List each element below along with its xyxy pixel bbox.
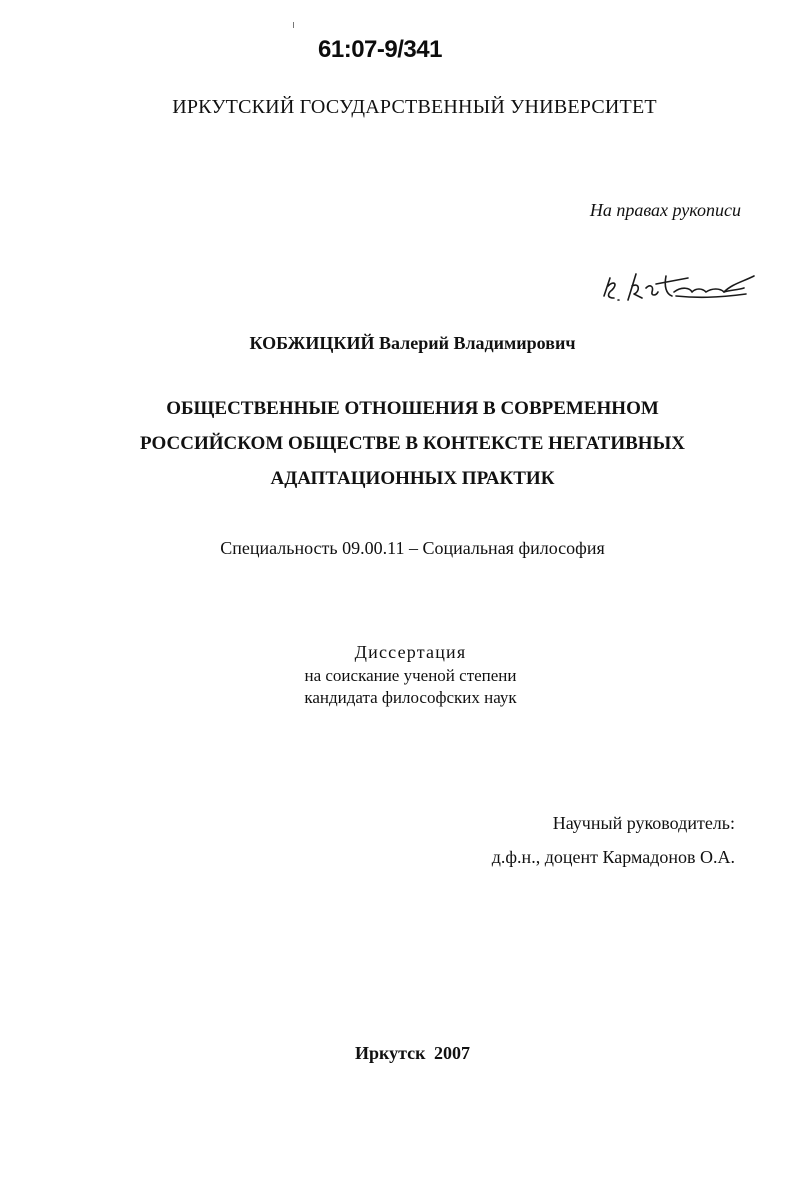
dissertation-degree-line-2: кандидата философских наук: [304, 688, 517, 707]
dissertation-title-line-3: АДАПТАЦИОННЫХ ПРАКТИК: [270, 468, 555, 489]
supervisor-name: д.ф.н., доцент Кармадонов О.А.: [491, 847, 735, 867]
author-name: КОБЖИЦКИЙ Валерий Владимирович: [249, 333, 576, 353]
manuscript-rights-note: На правах рукописи: [589, 200, 741, 220]
scan-artifact-mark: [293, 22, 294, 28]
city-and-year: Иркутск 2007: [354, 1043, 471, 1063]
dissertation-title-line-2: РОССИЙСКОМ ОБЩЕСТВЕ В КОНТЕКСТЕ НЕГАТИВНЫХ: [140, 433, 685, 454]
archive-code: 61:07-9/341: [318, 36, 442, 63]
dissertation-title-line-1: ОБЩЕСТВЕННЫЕ ОТНОШЕНИЯ В СОВРЕМЕННОМ: [166, 398, 659, 419]
university-name: ИРКУТСКИЙ ГОСУДАРСТВЕННЫЙ УНИВЕРСИТЕТ: [172, 96, 657, 118]
speciality-line: Специальность 09.00.11 – Социальная философия: [220, 538, 605, 558]
author-signature: [596, 262, 761, 312]
supervisor-label: Научный руководитель:: [552, 813, 735, 833]
dissertation-heading: Диссертация: [354, 642, 467, 662]
dissertation-degree-line-1: на соискание ученой степени: [304, 666, 517, 685]
